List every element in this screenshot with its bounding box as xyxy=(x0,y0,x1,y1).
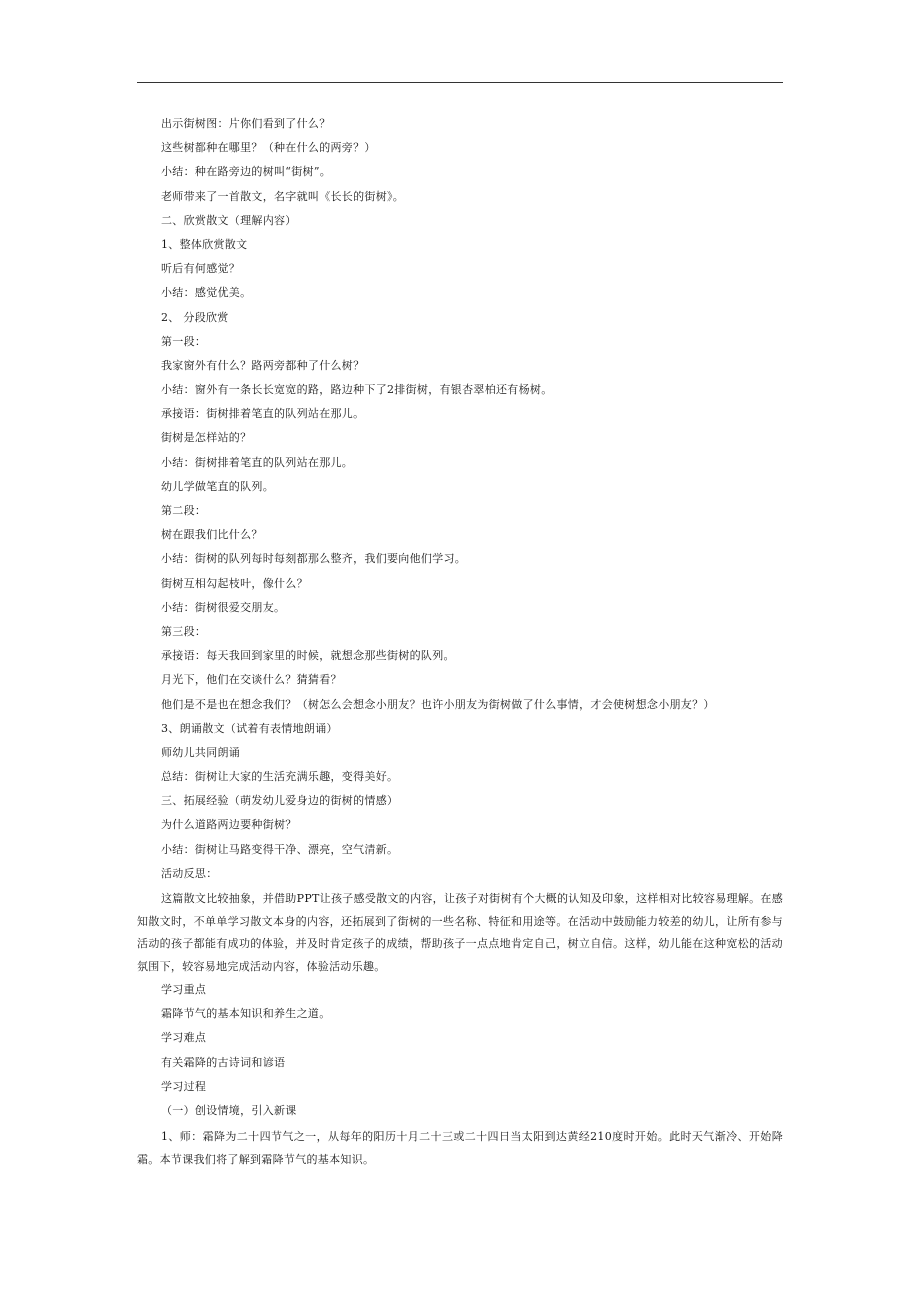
text-line: 承接语：每天我回到家里的时候，就想念那些街树的队列。 xyxy=(161,649,455,663)
text-line: 街树互相勾起枝叶，像什么？ xyxy=(161,576,308,590)
text-line: 总结：街树让大家的生活充满乐趣，变得美好。 xyxy=(161,770,399,784)
text-line: 听后有何感觉？ xyxy=(161,262,241,276)
text-line: 第一段： xyxy=(161,334,207,348)
text-line: 承接语：街树排着笔直的队列站在那儿。 xyxy=(161,407,365,421)
reflection-paragraph: 这篇散文比较抽象，并借助PPT让孩子感受散文的内容，让孩子对街树有个大概的认知及印象，这样相对比较容易理解。在感知散文时，不单单学习散文本身的内容，还拓展到了街树的一些名称、特征和用途等。在活动中鼓励能力较差的幼儿，让所有参与活动的孩子都能有成功的体验，并及时肯定孩子的成绩，帮助孩子一点点地肯定自己，树立自信。这样，幼儿能在这种宽松的活动氛围下，较容易地完成活动内容，体验活动乐趣。 xyxy=(137,892,783,973)
text-line: 月光下，他们在交谈什么？猜猜看？ xyxy=(161,673,342,687)
section-heading: 二、欣赏散文（理解内容） xyxy=(161,213,297,227)
text-line: 第二段： xyxy=(161,504,207,517)
text-line: 树在跟我们比什么？ xyxy=(161,528,263,542)
text-line: 小结：窗外有一条长长宽宽的路，路边种下了2排街树，有银杏翠柏还有杨树。 xyxy=(161,383,553,397)
text-line: 街树是怎样站的？ xyxy=(161,431,252,445)
text-line: 小结：街树的队列每时每刻都那么整齐，我们要向他们学习。 xyxy=(161,552,467,566)
text-line: （一）创设情境，引入新课 xyxy=(161,1103,297,1117)
text-line: 学习过程 xyxy=(161,1079,207,1093)
text-line: 为什么道路两边要种街树？ xyxy=(161,818,297,832)
subsection-heading: 1、整体欣赏散文 xyxy=(161,237,248,251)
text-line: 幼儿学做笔直的队列。 xyxy=(161,479,274,493)
text-line: 我家窗外有什么？路两旁都种了什么树？ xyxy=(161,358,365,372)
header-rule xyxy=(137,82,783,83)
text-line: 老师带来了一首散文，名字就叫《长长的街树》。 xyxy=(161,189,405,203)
text-line: 霜降节气的基本知识和养生之道。 xyxy=(161,1007,331,1021)
text-line: 第三段： xyxy=(161,624,207,638)
text-line: 他们是不是也在想念我们？（树怎么会想念小朋友？也许小朋友为街树做了什么事情，才会使树想念小朋友？） xyxy=(161,697,715,711)
text-line: 活动反思： xyxy=(161,866,218,880)
document-body xyxy=(137,114,783,1171)
text-line: 出示街树图：片你们看到了什么？ xyxy=(161,117,331,130)
text-line: 小结：街树让马路变得干净、漂亮，空气清新。 xyxy=(161,842,399,856)
subsection-heading: 2、 分段欣赏 xyxy=(161,310,229,324)
text-line: 有关霜降的古诗词和谚语 xyxy=(161,1055,286,1069)
section-heading: 三、拓展经验（萌发幼儿爱身边的街树的情感） xyxy=(161,794,399,808)
closing-paragraph: 1、师：霜降为二十四节气之一，从每年的阳历十月二十三或二十四日当太阳到达黄经210度时开始。此时天气渐冷、开始降霜。本节课我们将了解到霜降节气的基本知识。 xyxy=(137,1130,783,1167)
text-line: 师幼儿共同朗诵 xyxy=(161,745,241,759)
subsection-heading: 3、朗诵散文（试着有表情地朗诵） xyxy=(161,721,338,735)
text-line: 学习重点 xyxy=(161,983,207,996)
text-line: 这些树都种在哪里？（种在什么的两旁？） xyxy=(161,141,376,155)
text-line: 小结：街树很爱交朋友。 xyxy=(161,600,286,614)
text-line: 小结：种在路旁边的树叫“街树”。 xyxy=(161,165,332,179)
text-line: 小结：街树排着笔直的队列站在那儿。 xyxy=(161,455,354,469)
text-line: 学习难点 xyxy=(161,1031,207,1045)
text-line: 小结：感觉优美。 xyxy=(161,286,252,300)
